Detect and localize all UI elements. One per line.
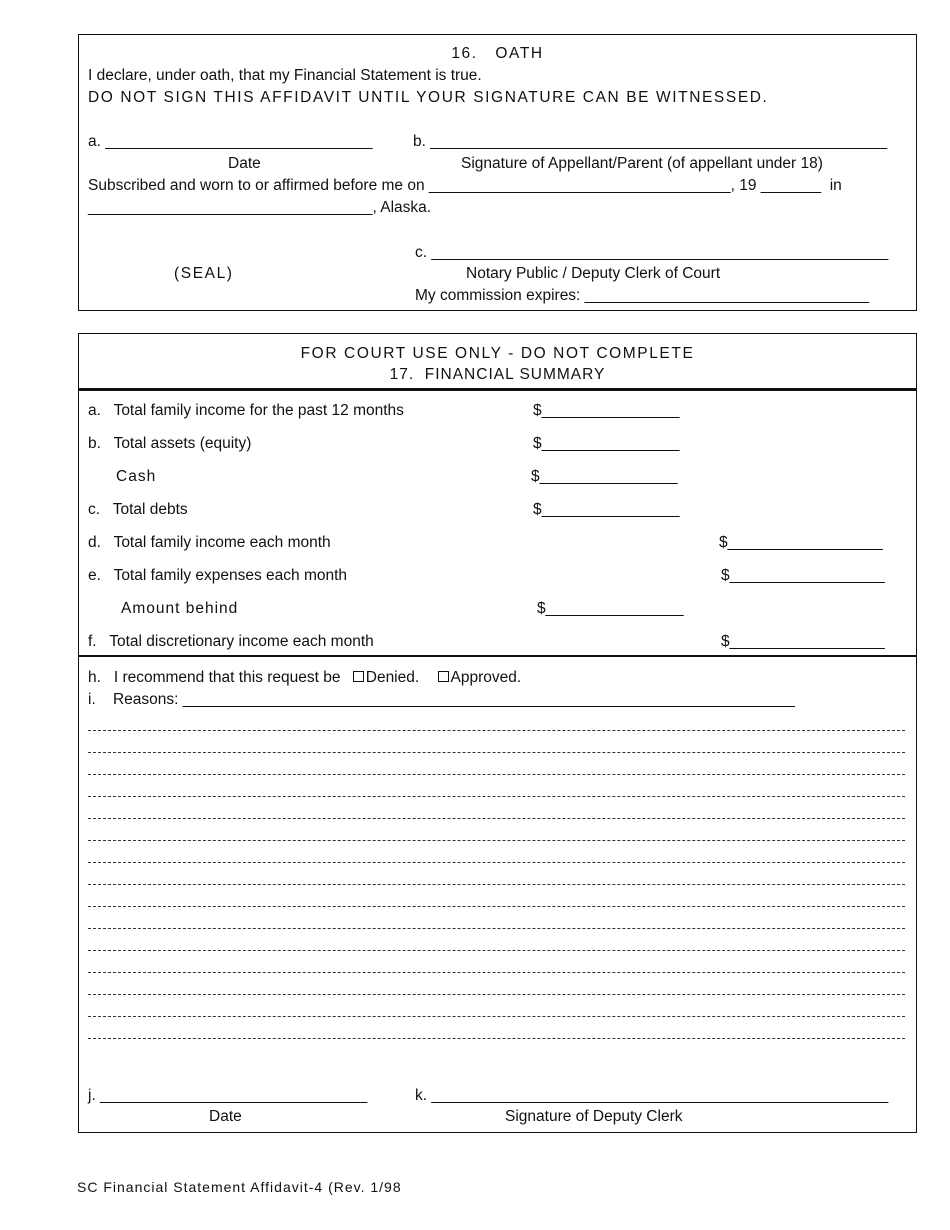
subscribed-line[interactable]: Subscribed and worn to or affirmed before me on ___________________________________, 19 _______ in (88, 177, 842, 194)
reasons-blank-line[interactable] (88, 1016, 905, 1017)
reasons-blank-line[interactable] (88, 1038, 905, 1039)
reasons-blank-line[interactable] (88, 796, 905, 797)
summary-label-a: a. Total family income for the past 12 months (88, 402, 404, 419)
checkbox-icon (353, 671, 364, 682)
reasons-blank-line[interactable] (88, 752, 905, 753)
date-field-j[interactable]: j. _______________________________ (88, 1087, 368, 1104)
oath-title: 16. OATH (451, 45, 544, 62)
summary-label-cash: Cash (116, 468, 157, 485)
summary-label-b: b. Total assets (equity) (88, 435, 252, 452)
summary-blank-d[interactable]: $__________________ (719, 534, 883, 551)
reasons-blank-line[interactable] (88, 774, 905, 775)
seal-label: (SEAL) (174, 265, 234, 282)
summary-blank-behind[interactable]: $________________ (537, 600, 684, 617)
signature-field-k[interactable]: k. _____________________________________________________ (415, 1087, 889, 1104)
reasons-blank-line[interactable] (88, 840, 905, 841)
reasons-blank-line[interactable] (88, 950, 905, 951)
summary-blank-a[interactable]: $________________ (533, 402, 680, 419)
oath-declaration: I declare, under oath, that my Financial Statement is true. (88, 67, 482, 84)
clerk-signature-label: Signature of Deputy Clerk (505, 1108, 683, 1125)
clerk-date-label: Date (209, 1108, 242, 1125)
signature-label: Signature of Appellant/Parent (of appellant under 18) (461, 155, 823, 172)
signature-field-b[interactable]: b. _____________________________________________________ (413, 133, 888, 150)
summary-label-d: d. Total family income each month (88, 534, 331, 551)
date-label: Date (228, 155, 261, 172)
commission-line[interactable]: My commission expires: _________________________________ (415, 287, 870, 304)
summary-divider (79, 655, 916, 657)
recommend-row (88, 670, 521, 686)
approved-label: Approved. (450, 669, 522, 686)
summary-blank-c[interactable]: $________________ (533, 501, 680, 518)
summary-label-f: f. Total discretionary income each month (88, 633, 374, 650)
reasons-blank-line[interactable] (88, 818, 905, 819)
approved-checkbox[interactable] (438, 669, 522, 686)
reasons-blank-line[interactable] (88, 730, 905, 731)
notary-field-c[interactable]: c. _____________________________________________________ (415, 244, 889, 261)
summary-blank-f[interactable]: $__________________ (721, 633, 885, 650)
reasons-blank-line[interactable] (88, 972, 905, 973)
summary-label-behind: Amount behind (121, 600, 239, 617)
summary-blank-cash[interactable]: $________________ (531, 468, 678, 485)
court-use-section (78, 333, 917, 1133)
reasons-line[interactable]: i. Reasons: _______________________________________________________________________ (88, 691, 795, 708)
checkbox-icon (438, 671, 449, 682)
header-divider (79, 388, 916, 391)
reasons-blank-line[interactable] (88, 994, 905, 995)
reasons-blank-line[interactable] (88, 884, 905, 885)
notary-label: Notary Public / Deputy Clerk of Court (466, 265, 721, 282)
denied-checkbox[interactable] (353, 669, 419, 686)
reasons-blank-line[interactable] (88, 906, 905, 907)
oath-warning: DO NOT SIGN THIS AFFIDAVIT UNTIL YOUR SIGNATURE CAN BE WITNESSED. (88, 89, 769, 106)
recommend-text: h. I recommend that this request be (88, 669, 341, 686)
financial-summary-title: 17. FINANCIAL SUMMARY (389, 366, 606, 383)
court-use-heading: FOR COURT USE ONLY - DO NOT COMPLETE (300, 345, 695, 362)
reasons-blank-line[interactable] (88, 928, 905, 929)
form-footer: SC Financial Statement Affidavit-4 (Rev. 1/98 (77, 1179, 402, 1195)
summary-label-c: c. Total debts (88, 501, 188, 518)
denied-label: Denied. (365, 669, 420, 686)
summary-blank-b[interactable]: $________________ (533, 435, 680, 452)
location-line[interactable]: _________________________________, Alaska. (88, 199, 432, 216)
summary-label-e: e. Total family expenses each month (88, 567, 348, 584)
summary-blank-e[interactable]: $__________________ (721, 567, 885, 584)
date-field-a[interactable]: a. _______________________________ (88, 133, 373, 150)
reasons-blank-line[interactable] (88, 862, 905, 863)
